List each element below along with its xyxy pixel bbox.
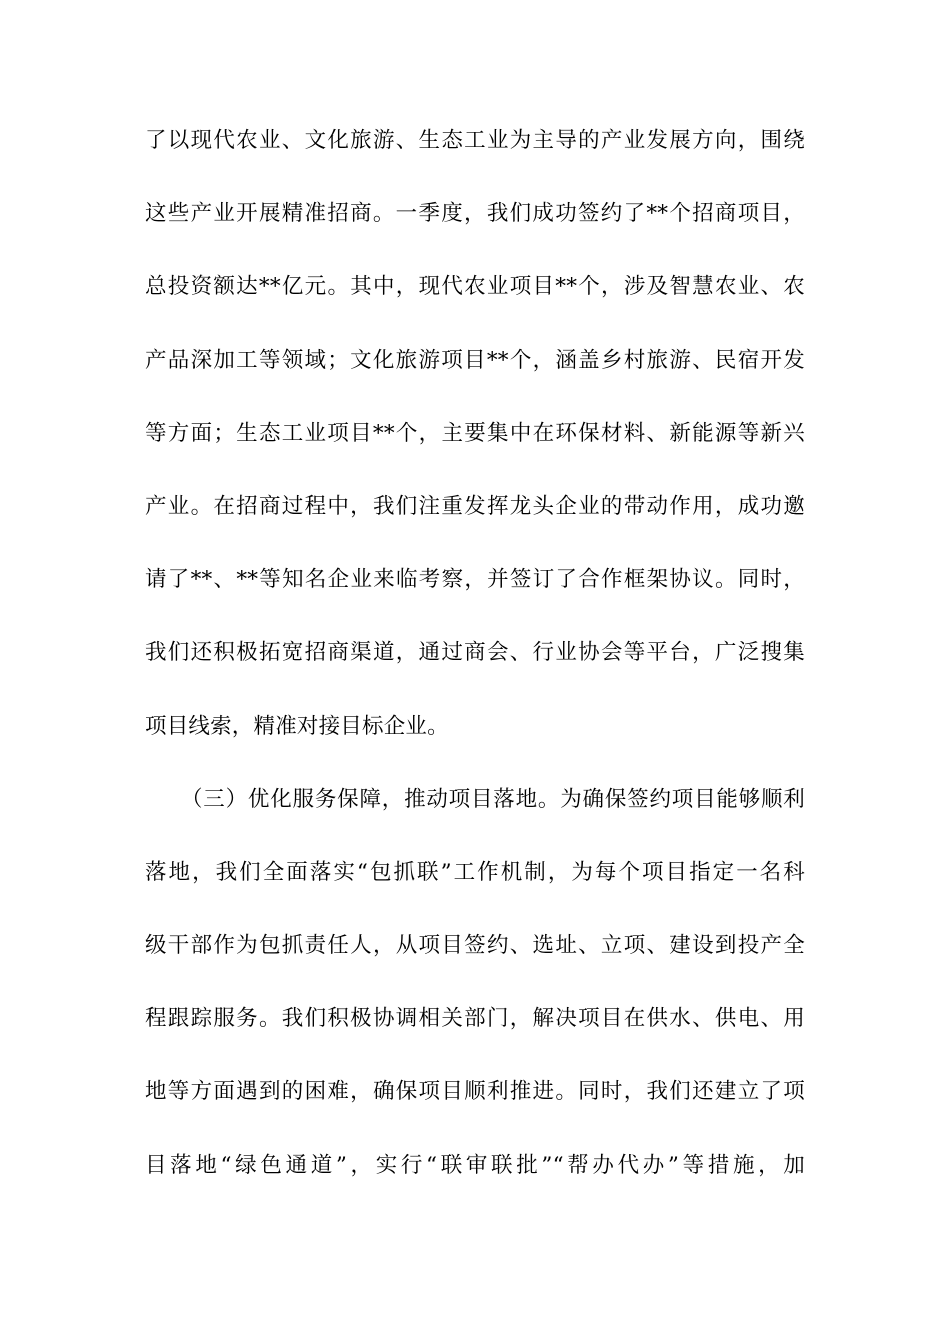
text-line: 了以现代农业、文化旅游、生态工业为主导的产业发展方向，围绕 [145, 128, 805, 153]
text-line: 总投资额达**亿元。其中，现代农业项目**个，涉及智慧农业、农 [145, 274, 805, 300]
text-line: 这些产业开展精准招商。一季度，我们成功签约了**个招商项目， [145, 201, 805, 227]
text-line: 请了**、**等知名企业来临考察，并签订了合作框架协议。同时， [145, 567, 805, 593]
text-line: 程跟踪服务。我们积极协调相关部门，解决项目在供水、供电、用 [145, 1006, 805, 1032]
text-line: 目落地“绿色通道”，实行“联审联批”“帮办代办”等措施，加 [145, 1152, 805, 1178]
text-line: 我们还积极拓宽招商渠道，通过商会、行业协会等平台，广泛搜集 [145, 640, 805, 666]
text-line: 产业。在招商过程中，我们注重发挥龙头企业的带动作用，成功邀 [145, 493, 805, 519]
text-line: 产品深加工等领域；文化旅游项目**个，涵盖乡村旅游、民宿开发 [145, 347, 805, 373]
body-text [145, 117, 805, 1215]
text-line: 地等方面遇到的困难，确保项目顺利推进。同时，我们还建立了项 [145, 1079, 805, 1105]
paragraph-end-line: 项目线索，精准对接目标企业。 [145, 713, 449, 739]
text-line: 级干部作为包抓责任人，从项目签约、选址、立项、建设到投产全 [145, 933, 805, 959]
section-heading-line: （三）优化服务保障，推动项目落地。为确保签约项目能够顺利 [181, 786, 805, 812]
text-line: 落地，我们全面落实“包抓联”工作机制，为每个项目指定一名科 [145, 859, 805, 885]
text-line: 等方面；生态工业项目**个，主要集中在环保材料、新能源等新兴 [145, 420, 805, 446]
